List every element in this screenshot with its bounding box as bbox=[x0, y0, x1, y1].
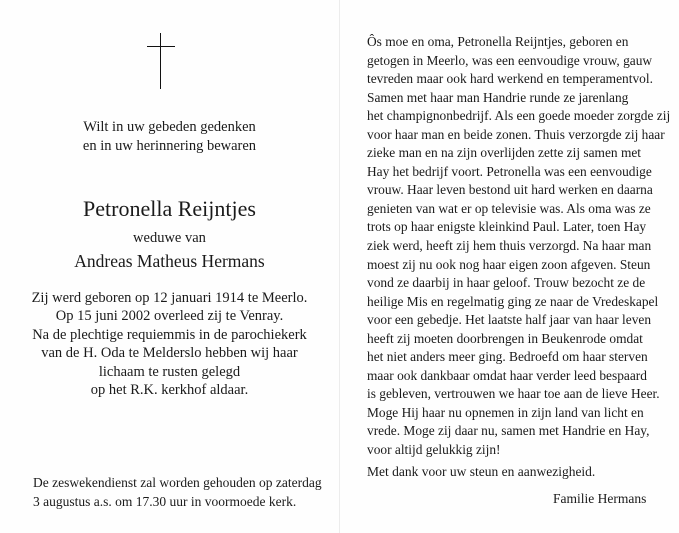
story-line: zieke man en na zijn overlijden zette zij samen met bbox=[367, 145, 642, 161]
story-line: heilige Mis en regelmatig ging ze naar de Vredeskapel bbox=[367, 293, 659, 309]
story-line: voor een gebedje. Het laatste half jaar van haar leven bbox=[367, 312, 652, 328]
story-line: moest zij nu ook nog haar eigen zoon afgeven. Steun bbox=[367, 256, 651, 272]
memorial-service-note bbox=[33, 474, 322, 511]
story-line: vrede. Moge zij daar nu, samen met Handrie en Hay, bbox=[367, 423, 650, 439]
story-line: vond ze daarbij in haar geloof. Trouw bezocht ze de bbox=[367, 275, 646, 291]
details-line: lichaam te rusten gelegd bbox=[98, 363, 241, 380]
details-line: van de H. Oda te Melderslo hebben wij haar bbox=[41, 345, 298, 362]
details-line: Na de plechtige requiemmis in de parochiekerk bbox=[32, 326, 307, 343]
husband-name: Andreas Matheus Hermans bbox=[74, 251, 265, 271]
card-fold-line bbox=[339, 0, 340, 533]
story-line: Ôs moe en oma, Petronella Reijntjes, geboren en bbox=[367, 34, 629, 49]
service-line: De zeswekendienst zal worden gehouden op zaterdag bbox=[33, 475, 322, 490]
latin-cross-icon bbox=[147, 33, 175, 89]
story-line: getogen in Meerlo, was een eenvoudige vrouw, gauw bbox=[367, 52, 653, 68]
details-line: op het R.K. kerkhof aldaar. bbox=[90, 382, 249, 399]
story-line: genieten van wat er op televisie was. Als oma was ze bbox=[367, 200, 651, 216]
story-line: voor altijd gelukkig zijn! bbox=[367, 442, 501, 458]
thanks-line: Met dank voor uw steun en aanwezigheid. bbox=[367, 464, 596, 479]
service-line: 3 augustus a.s. om 17.30 uur in voormoede kerk. bbox=[33, 493, 297, 509]
story-line: Moge Hij haar nu opnemen in zijn land van licht en bbox=[367, 404, 644, 420]
story-line: het champignonbedrijf. Als een goede moeder zorgde zij bbox=[367, 108, 671, 124]
story-line: is gebleven, vertrouwen we haar toe aan de lieve Heer. bbox=[367, 386, 660, 402]
story-line: ziek werd, heeft zij hem thuis verzorgd. Na haar man bbox=[367, 238, 652, 254]
story-line: maar ook dankbaar omdat haar verder leed bespaard bbox=[367, 367, 647, 383]
details-line: Zij werd geboren op 12 januari 1914 te Meerlo. bbox=[31, 290, 308, 306]
prayer-line: en in uw herinnering bewaren bbox=[82, 138, 257, 154]
story-line: voor haar man en beide zonen. Thuis verzorgde zij haar bbox=[367, 126, 665, 142]
details-line: Op 15 juni 2002 overleed zij te Venray. bbox=[55, 308, 284, 325]
story-line: Hay het bedrijf voort. Petronella was een eenvoudige bbox=[367, 163, 652, 179]
life-story bbox=[367, 33, 671, 460]
family-signature: Familie Hermans bbox=[553, 491, 647, 506]
deceased-name: Petronella Reijntjes bbox=[83, 196, 256, 221]
prayer-line: Wilt in uw gebeden gedenken bbox=[83, 119, 256, 135]
story-line: trots op haar enigste kleinkind Paul. Later, toen Hay bbox=[367, 219, 647, 235]
life-details bbox=[0, 289, 339, 399]
widow-of-label: weduwe van bbox=[133, 230, 206, 246]
story-line: Samen met haar man Handrie runde ze jarenlang bbox=[367, 89, 629, 105]
story-line: heeft zij moeten doorbrengen in Beukenrode omdat bbox=[367, 330, 643, 346]
prayer-text bbox=[0, 118, 339, 156]
story-line: vrouw. Haar leven bestond uit hard werken en daarna bbox=[367, 182, 653, 198]
story-line: tevreden maar ook hard werkend en temperamentvol. bbox=[367, 71, 653, 87]
story-line: het niet anders meer ging. Bedroefd om haar sterven bbox=[367, 349, 648, 365]
